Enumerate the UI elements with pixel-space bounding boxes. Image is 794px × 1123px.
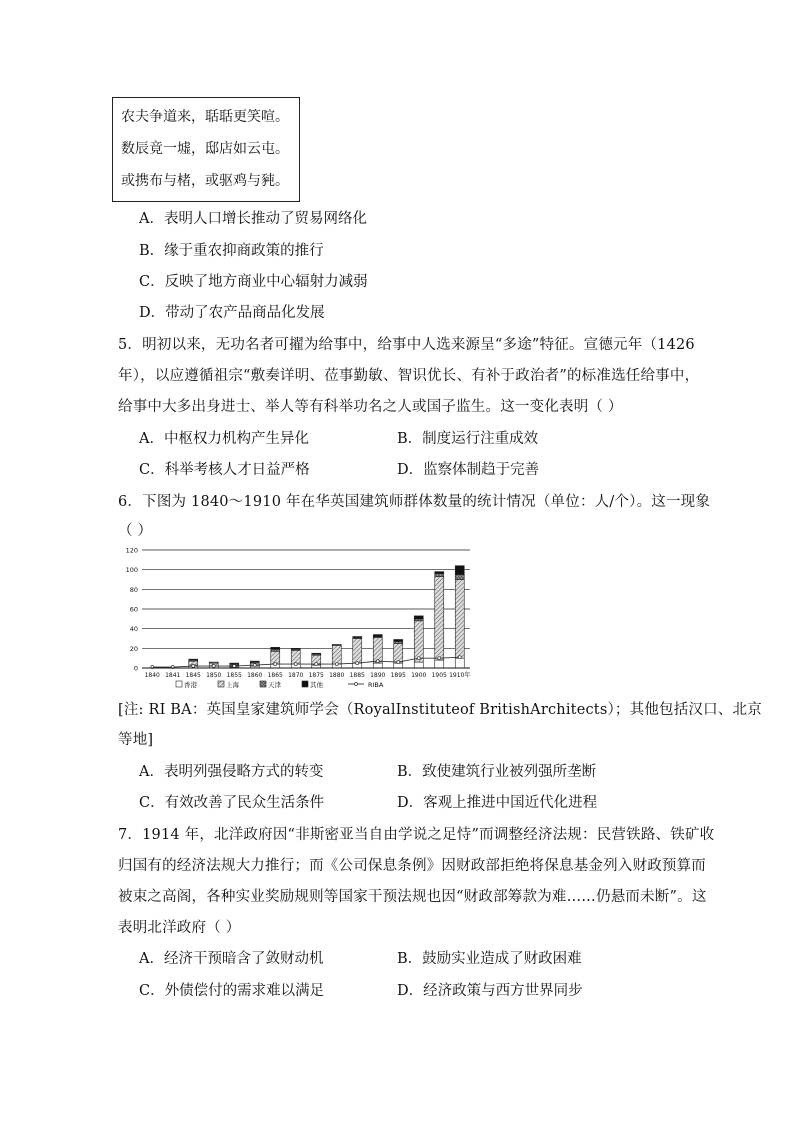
x-tick-label: 1875 [308,672,324,679]
riba-point [315,663,318,666]
riba-point [397,661,400,664]
legend-swatch [218,681,224,687]
bar-tianjin [435,574,444,577]
x-tick-label: 1895 [390,672,406,679]
q7-option-a[interactable]: A．经济干预暗含了敛财动机 [139,951,324,967]
x-tick-label: 1910年 [449,672,471,679]
q5-option-c[interactable]: C．科举考核人才日益严格 [139,462,310,478]
q4-option-a[interactable]: A．表明人口增长推动了贸易网络化 [139,211,367,227]
bar-hongkong [435,660,444,668]
q5-option-a[interactable]: A．中枢权力机构产生异化 [139,431,309,447]
x-tick-label: 1850 [206,672,222,679]
x-tick-label: 1900 [411,672,427,679]
q5-option-b[interactable]: B．制度运行注重成效 [397,431,539,447]
q5-option-d[interactable]: D．监察体制趋于完善 [397,462,540,478]
q7-option-c[interactable]: C．外债偿付的需求难以满足 [139,983,325,999]
q4-option-b[interactable]: B．缘于重农抑商政策的推行 [139,243,324,259]
bar-other [435,572,444,574]
riba-point [356,662,359,665]
legend-label: 香港 [184,681,197,689]
poem-line: 或携布与楮，或驱鸡与豘。 [121,173,289,189]
bar-shanghai [332,645,341,664]
x-tick-label: 1905 [431,672,447,679]
q6-option-c[interactable]: C．有效改善了民众生活条件 [139,795,325,811]
architects-chart [118,542,478,694]
bar-other [394,639,403,641]
bar-shanghai [435,577,444,661]
y-tick-label: 0 [133,664,138,673]
riba-point [335,663,338,666]
bar-other [250,661,259,662]
bar-other [271,647,280,649]
legend-swatch [302,681,308,687]
bar-tianjin [209,662,218,663]
bar-other [291,648,300,649]
bar-tianjin [332,644,341,645]
y-tick-label: 80 [129,585,138,594]
bar-shanghai [291,650,300,664]
x-tick-label: 1870 [288,672,304,679]
x-tick-label: 1841 [165,672,181,679]
bar-hongkong [414,662,423,668]
x-tick-label: 1860 [247,672,263,679]
q6-option-a[interactable]: A．表明列强侵略方式的转变 [139,764,324,780]
x-tick-label: 1890 [370,672,386,679]
riba-point [233,665,236,668]
q6-note-line: [注: RI BA：英国皇家建筑师学会（RoyalInstituteof BritishArchitects）；其他包括汉口、北京 [118,702,762,718]
legend-label: 上海 [226,681,239,689]
q4-option-c[interactable]: C．反映了地方商业中心辐射力减弱 [139,274,368,290]
bar-tianjin [455,575,464,580]
bar-other [373,635,382,637]
riba-point [253,664,256,667]
legend-swatch [176,681,182,687]
bar-shanghai [455,580,464,659]
riba-point [458,656,461,659]
x-tick-label: 1865 [267,672,283,679]
q5-stem-line: 年），以应遵循祖宗“敷奏详明、莅事勤敏、智识优长、有补于政治者”的标准选任给事中， [118,368,700,384]
bar-other [189,659,198,660]
x-tick-label: 1885 [349,672,365,679]
bar-hongkong [455,658,464,668]
q7-stem-line: 归国有的经济法规大力推行；而《公司保息条例》因财政部拒绝将保息基金列入财政预算而 [118,858,706,874]
q7-option-d[interactable]: D．经济政策与西方世界同步 [397,983,583,999]
bar-hongkong [373,663,382,668]
bar-shanghai [271,651,280,664]
y-tick-label: 60 [129,605,138,614]
q4-option-d[interactable]: D．带动了农产品商品化发展 [139,305,325,321]
bar-other [414,616,423,619]
q7-stem-line: 表明北洋政府（ ） [118,920,241,936]
y-tick-label: 40 [129,625,138,634]
y-tick-label: 100 [125,566,138,575]
bar-other [230,663,239,664]
legend-swatch [260,681,266,687]
bar-shanghai [414,621,423,662]
bar-other [312,653,321,654]
x-tick-label: 1855 [226,672,242,679]
riba-point [417,657,420,660]
bar-other [455,566,464,575]
q5-stem-line: 5．明初以来，无功名者可擢为给事中，给事中人选来源呈“多途”特征。宣德元年（1426 [118,337,695,353]
poem-box [112,97,300,202]
bar-shanghai [373,638,382,664]
legend-label: RIBA [368,681,384,689]
legend-label: 其他 [310,681,323,689]
bar-shanghai [353,639,362,664]
legend-label: 天津 [268,681,281,689]
riba-point [438,657,441,660]
q7-option-b[interactable]: B．鼓励实业造成了财政困难 [397,951,582,967]
q6-stem-line: （ ） [118,523,153,539]
q6-option-d[interactable]: D．客观上推进中国近代化进程 [397,795,598,811]
q5-stem-line: 给事中大多出身进士、举人等有科举功名之人或国子监生。这一变化表明（ ） [118,399,623,415]
legend-marker [355,683,358,686]
y-tick-label: 20 [129,644,138,653]
bar-other [353,637,362,638]
riba-line [152,657,460,667]
q6-note-line: 等地] [118,732,154,748]
riba-point [274,663,277,666]
riba-point [376,660,379,663]
x-tick-label: 1840 [144,672,160,679]
riba-point [212,665,215,668]
q6-stem-line: 6．下图为 1840～1910 年在华英国建筑师群体数量的统计情况（单位：人/个）。这一现象 [118,494,711,510]
riba-point [192,665,195,668]
x-tick-label: 1845 [185,672,201,679]
q7-stem-line: 7．1914 年，北洋政府因“非斯密亚当自由学说之足恃”而调整经济法规：民营铁路、铁矿收 [118,827,715,843]
y-tick-label: 120 [125,546,138,555]
poem-line: 农夫争道来，聒聒更笑喧。 [121,109,289,125]
poem-line: 数辰竟一墟，邸店如云屯。 [121,141,289,157]
q7-stem-line: 被束之高阁，各种实业奖励规则等国家干预法规也因“财政部筹款为难……仍悬而未断”。这 [118,889,707,905]
riba-point [294,663,297,666]
q6-option-b[interactable]: B．致使建筑行业被列强所垄断 [397,764,597,780]
x-tick-label: 1880 [329,672,345,679]
bar-shanghai [394,643,403,663]
